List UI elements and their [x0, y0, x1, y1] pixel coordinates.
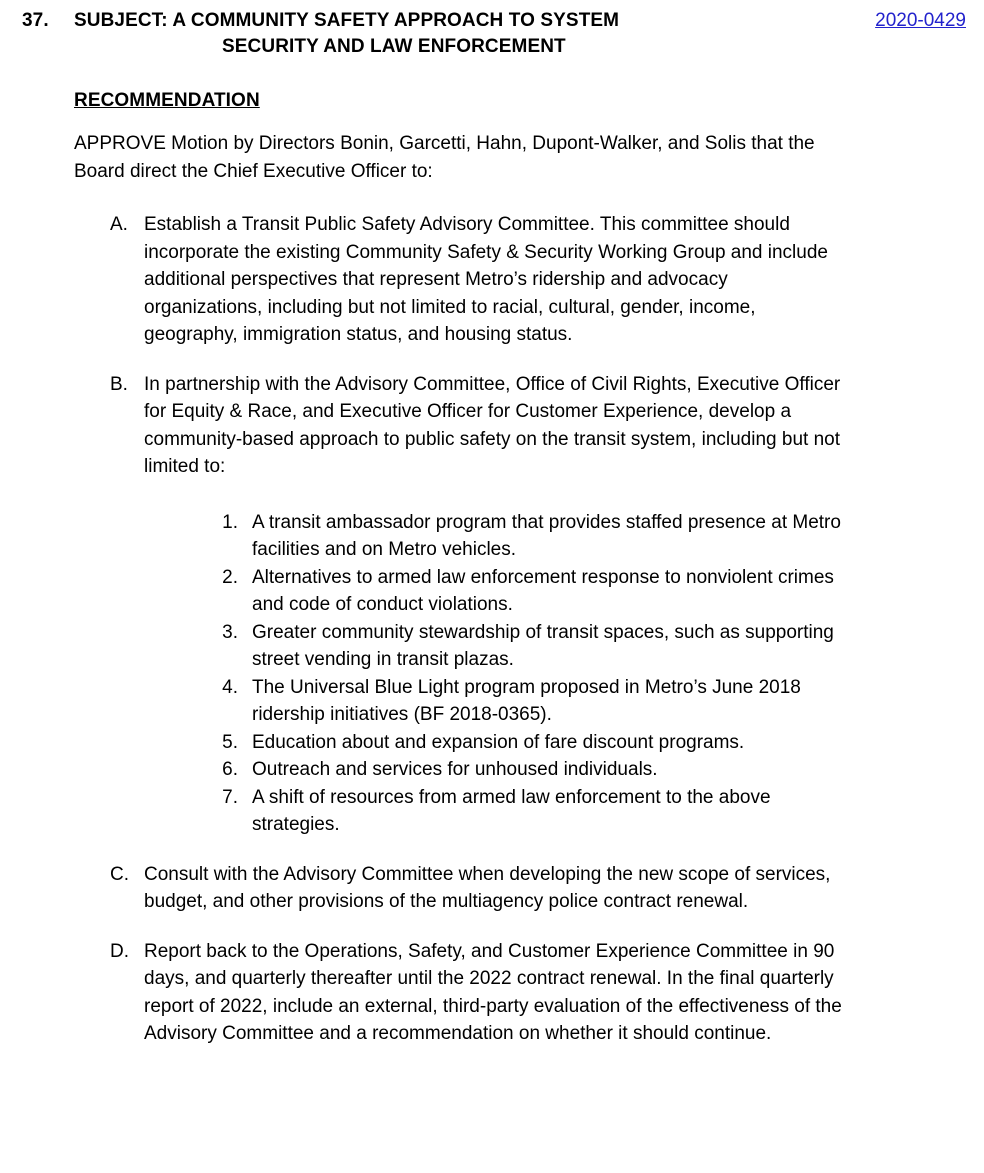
subject-title-block	[74, 8, 774, 60]
list-item-marker: 1.	[222, 511, 238, 533]
list-item-text: Consult with the Advisory Committee when developing the new scope of services, budget, and other provisions of the multiagency police contract renewal.	[144, 863, 831, 912]
list-item-text: Greater community stewardship of transit spaces, such as supporting street vending in transit plazas.	[252, 621, 834, 670]
list-item	[218, 756, 852, 784]
recommendation-lettered-list	[0, 211, 984, 1048]
list-item	[218, 729, 852, 757]
list-item-marker: D.	[110, 940, 129, 962]
list-item-marker: 5.	[222, 731, 238, 753]
list-item-marker: B.	[110, 373, 128, 395]
list-item-text: Report back to the Operations, Safety, and Customer Experience Committee in 90 days, and quarterly thereafter until the 2022 contract renewal. In the final quarterly report of 2022, include an external, third-party evaluation of the effectiveness of the Advisory Committee and a recommendation on whether it should continue.	[144, 940, 842, 1044]
list-item-marker: 6.	[222, 759, 238, 780]
list-item-text: The Universal Blue Light program proposed in Metro’s June 2018 ridership initiatives (BF 2018-0365).	[252, 676, 801, 725]
list-item	[110, 371, 849, 839]
list-item-marker: 3.	[222, 621, 238, 643]
subject-title-line-1: SUBJECT: A COMMUNITY SAFETY APPROACH TO SYSTEM	[74, 10, 620, 31]
list-item-text: Establish a Transit Public Safety Advisory Committee. This committee should incorporate the existing Community Safety & Security Working Group and include additional perspectives that represent Metro’s ridership and advocacy organizations, including but not limited to racial, cultural, gender, income, geography, immigration status, and housing status.	[144, 214, 828, 345]
list-item-marker: 4.	[222, 676, 238, 698]
list-item-text: Outreach and services for unhoused individuals.	[252, 759, 658, 780]
file-number-link[interactable]: 2020-0429	[875, 10, 966, 31]
list-item-marker: 2.	[222, 566, 238, 588]
agenda-item-number: 37.	[22, 10, 49, 31]
list-item-text: A shift of resources from armed law enforcement to the above strategies.	[252, 786, 771, 835]
list-item	[110, 861, 849, 916]
list-item-text: A transit ambassador program that provides staffed presence at Metro facilities and on Metro vehicles.	[252, 511, 841, 560]
list-item-text: In partnership with the Advisory Committee, Office of Civil Rights, Executive Officer for Equity & Race, and Executive Officer for Customer Experience, develop a community-based approach to public safety on the transit system, including but not limited to:	[144, 373, 841, 477]
list-item	[218, 784, 852, 839]
list-item-marker: C.	[110, 863, 129, 885]
list-item	[218, 619, 852, 674]
recommendation-intro-paragraph: APPROVE Motion by Directors Bonin, Garcetti, Hahn, Dupont-Walker, and Solis that the Board direct the Chief Executive Officer to:	[74, 133, 815, 182]
list-item-text: Alternatives to armed law enforcement response to nonviolent crimes and code of conduct violations.	[252, 566, 834, 615]
subject-title-line-2: SECURITY AND LAW ENFORCEMENT	[222, 36, 566, 57]
recommendation-numbered-sublist	[144, 509, 849, 839]
list-item	[218, 674, 852, 729]
list-item-text: Education about and expansion of fare discount programs.	[252, 731, 745, 753]
list-item	[218, 509, 852, 564]
recommendation-heading: RECOMMENDATION	[74, 90, 260, 111]
list-item	[218, 564, 852, 619]
list-item-marker: 7.	[222, 786, 238, 808]
list-item-marker: A.	[110, 214, 128, 235]
list-item	[110, 938, 849, 1048]
list-item	[110, 211, 849, 349]
agenda-item-header	[0, 0, 984, 60]
